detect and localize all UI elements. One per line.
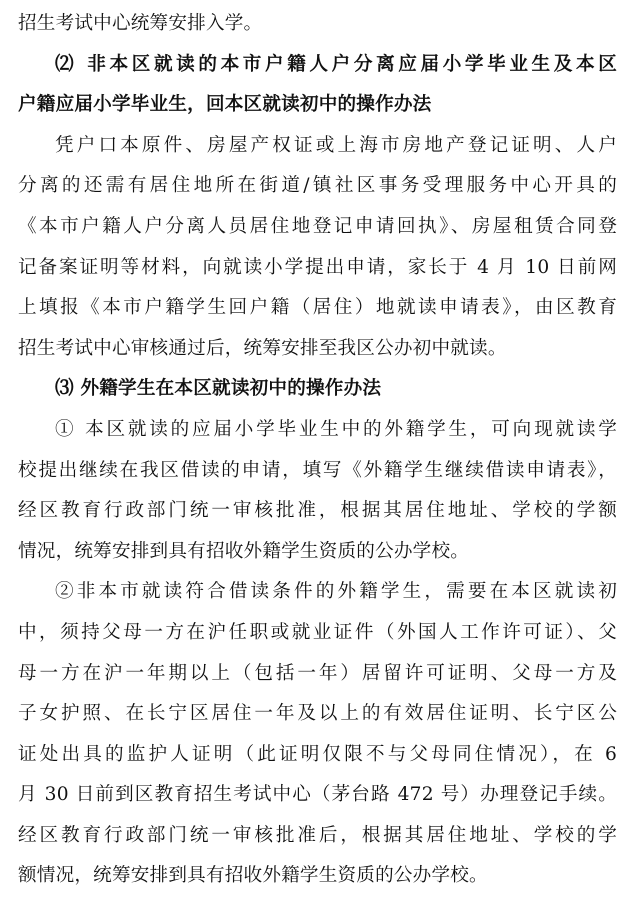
- paragraph-line: 经区教育行政部门统一审核批准后，根据其居住地址、学校的学: [18, 824, 617, 846]
- paragraph-line: 月 30 日前到区教育招生考试中心（茅台路 472 号）办理登记手续。: [18, 784, 617, 806]
- paragraph-line: 上填报《本市户籍学生回户籍（居住）地就读申请表》，由区教育: [18, 297, 617, 319]
- paragraph-line: 《本市户籍人户分离人员居住地登记申请回执》、房屋租赁合同登: [18, 215, 617, 237]
- paragraph-line: 分离的还需有居住地所在街道/镇社区事务受理服务中心开具的: [18, 175, 617, 197]
- paragraph-line: 中，须持父母一方在沪任职或就业证件（外国人工作许可证）、父: [18, 621, 617, 643]
- paragraph-line: 情况，统筹安排到具有招收外籍学生资质的公办学校。: [18, 540, 470, 562]
- section-heading-line: 户籍应届小学毕业生，回本区就读初中的操作办法: [18, 94, 432, 116]
- paragraph-line: 校提出继续在我区借读的申请，填写《外籍学生继续借读申请表》，: [18, 459, 617, 481]
- paragraph-line: ②非本市就读符合借读条件的外籍学生，需要在本区就读初: [55, 581, 617, 603]
- paragraph-line: 证处出具的监护人证明（此证明仅限不与父母同住情况），在 6: [18, 743, 617, 765]
- paragraph-line: ① 本区就读的应届小学毕业生中的外籍学生，可向现就读学: [55, 418, 617, 440]
- paragraph-line: 母一方在沪一年期以上（包括一年）居留许可证明、父母一方及: [18, 662, 617, 684]
- paragraph-line: 记备案证明等材料，向就读小学提出申请，家长于 4 月 10 日前网: [18, 256, 617, 278]
- paragraph-line: 招生考试中心统筹安排入学。: [18, 13, 263, 34]
- section-heading-line: ⑶ 外籍学生在本区就读初中的操作办法: [55, 378, 382, 400]
- paragraph-line: 凭户口本原件、房屋产权证或上海市房地产登记证明、人户: [55, 134, 617, 156]
- paragraph-line: 子女护照、在长宁区居住一年及以上的有效居住证明、长宁区公: [18, 703, 617, 725]
- paragraph-line: 招生考试中心审核通过后，统筹安排至我区公办初中就读。: [18, 337, 507, 359]
- paragraph-line: 额情况，统筹安排到具有招收外籍学生资质的公办学校。: [18, 865, 488, 887]
- paragraph-line: 经区教育行政部门统一审核批准，根据其居住地址、学校的学额: [18, 500, 617, 522]
- section-heading-line: ⑵ 非本区就读的本市户籍人户分离应届小学毕业生及本区: [55, 53, 617, 75]
